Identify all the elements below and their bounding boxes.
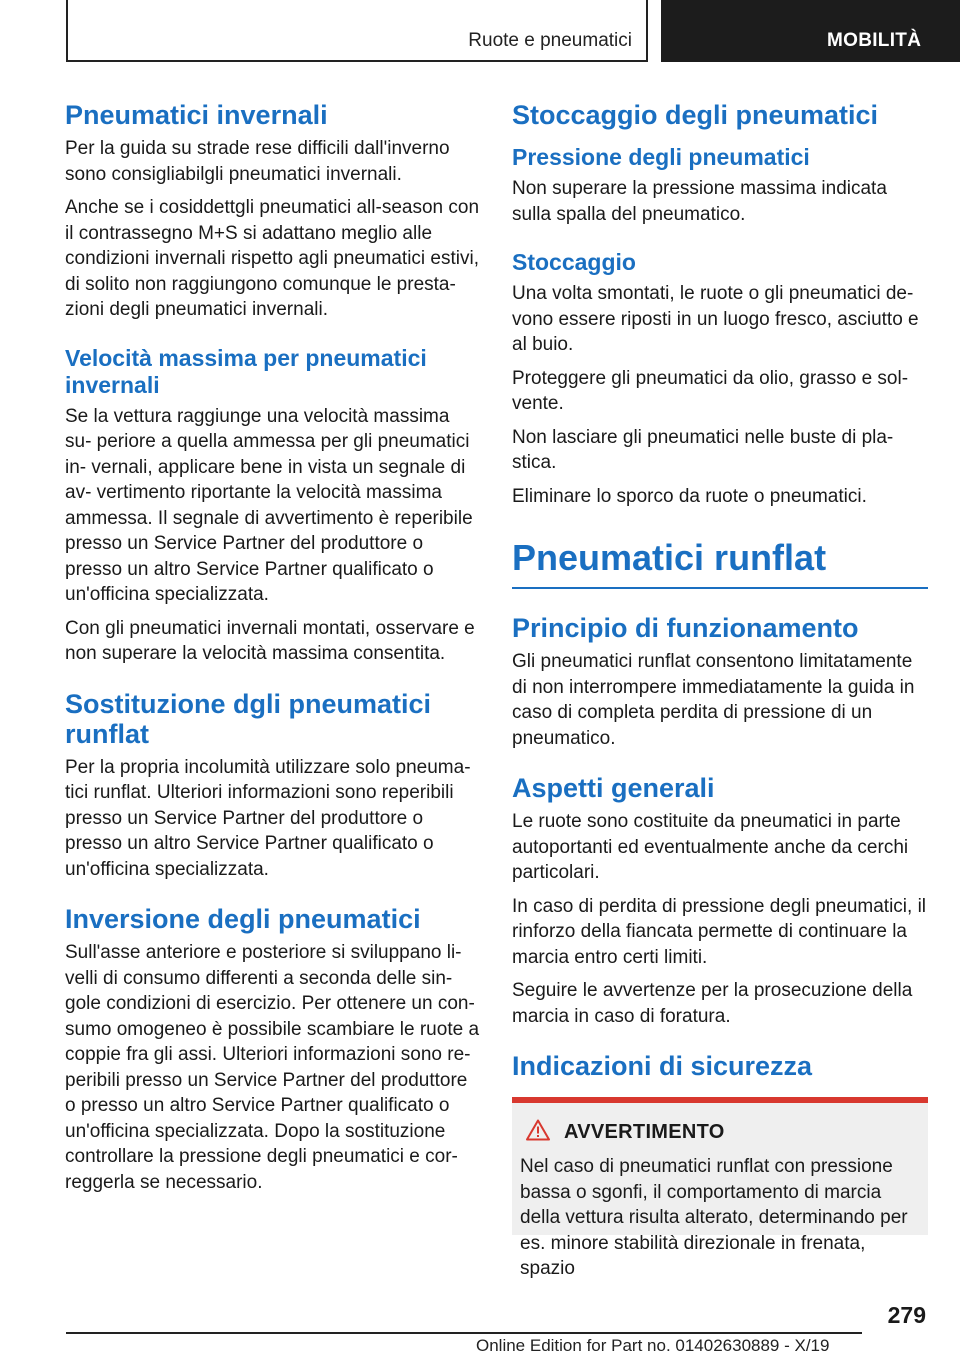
chapter-title: MOBILITÀ	[827, 30, 922, 51]
warning-title: AVVERTIMENTO	[564, 1121, 725, 1143]
warning-text: Nel caso di pneumatici runflat con pressione bassa o sgonfi, il comportamento di marcia della vettura risulta alterato, determinando per es. minore stabilità direzionale in frenata, spazio	[520, 1156, 908, 1279]
paragraph: Con gli pneumatici invernali montati, osservare e non superare la velocità massima consentita.	[65, 617, 475, 664]
heading-tire-pressure: Pressione degli pneumatici	[512, 144, 810, 170]
heading-tire-rotation: Inversione degli pneumatici	[65, 904, 421, 934]
paragraph: Se la vettura raggiunge una velocità massima su- periore a quella ammessa per gli pneumatici in- vernali, applicare bene in vista un segnale di av- vertimento riportante la velocità massima ammessa. Il segnale di avvertimento è reperibile presso un Service Partner del produttore o presso un altro Service Partner qualificato o un'officina specializzata.	[65, 405, 473, 605]
heading-storage: Stoccaggio	[512, 249, 636, 275]
warning-box	[512, 1097, 928, 1279]
paragraph: Anche se i cosiddettgli pneumatici all-season con il contrassegno M+S si adattano meglio alle condizioni invernali rispetto agli pneumatici estivi, di solito non raggiungono comunque le presta- zioni degli pneumatici invernali.	[65, 197, 480, 320]
paragraph: Non lasciare gli pneumatici nelle buste di pla- stica.	[512, 426, 894, 473]
right-column	[512, 100, 928, 1279]
paragraph: Gli pneumatici runflat consentono limitatamente di non interrompere immediatamente la guida in caso di completa perdita di pressione di un pneumatico.	[512, 651, 915, 749]
heading-winter-tires: Pneumatici invernali	[65, 100, 328, 130]
heading-general-aspects: Aspetti generali	[512, 773, 715, 803]
paragraph: Non superare la pressione massima indicata sulla spalla del pneumatico.	[512, 178, 887, 225]
heading-tire-storage: Stoccaggio degli pneumatici	[512, 100, 879, 130]
paragraph: Per la guida su strade rese difficili dall'inverno sono consigliabilgli pneumatici invernali.	[65, 138, 450, 185]
heading-runflat-replacement: Sostituzione dgli pneumatici runflat	[65, 688, 432, 749]
footer-divider	[66, 1332, 862, 1334]
header-chapter-box	[661, 0, 960, 62]
heading-max-speed: Velocità massima per pneumatici invernali	[65, 344, 427, 398]
paragraph: Una volta smontati, le ruote o gli pneumatici de- vono essere riposti in un luogo fresco, asciutto e al buio.	[512, 283, 919, 355]
edition-note: Online Edition for Part no. 01402630889 - X/19	[476, 1336, 830, 1355]
warning-header	[526, 1119, 920, 1146]
heading-safety-information: Indicazioni di sicurezza	[512, 1051, 813, 1081]
paragraph: Eliminare lo sporco da ruote o pneumatici.	[512, 485, 867, 507]
header-section-box	[66, 0, 648, 62]
left-column	[65, 100, 479, 1203]
page-number: 279	[887, 1302, 926, 1328]
heading-runflat-tires: Pneumatici runflat	[512, 537, 928, 589]
paragraph: Le ruote sono costituite da pneumatici in parte autoportanti ed eventualmente anche da cerchi particolari.	[512, 811, 909, 883]
paragraph: Per la propria incolumità utilizzare solo pneuma- tici runflat. Ulteriori informazioni sono reperibili presso un Service Partner del produttore o presso un altro Service Partner qualificato o un'officina specializzata.	[65, 756, 471, 880]
paragraph: Sull'asse anteriore e posteriore si sviluppano li- velli di consumo differenti a seconda delle sin- gole condizioni di esercizio. Per ottenere un con- sumo omogeneo è possibile scambiare le ruote a coppie fra gli assi. Ulteriori informazioni sono re- peribili presso un Service Partner del produttore o presso un altro Service Partner qualificato o un'officina specializzata. Dopo la sostituzione controllare la pressione degli pneumatici e cor- reggerla se necessario.	[65, 942, 480, 1193]
paragraph: Proteggere gli pneumatici da olio, grasso e sol- vente.	[512, 367, 909, 414]
warning-triangle-icon	[526, 1119, 550, 1146]
section-title: Ruote e pneumatici	[468, 30, 632, 51]
heading-operating-principle: Principio di funzionamento	[512, 613, 859, 643]
paragraph: In caso di perdita di pressione degli pneumatici, il rinforzo della fiancata permette di continuare la marcia entro certi limiti.	[512, 895, 927, 968]
paragraph: Seguire le avvertenze per la prosecuzione della marcia in caso di foratura.	[512, 980, 913, 1027]
